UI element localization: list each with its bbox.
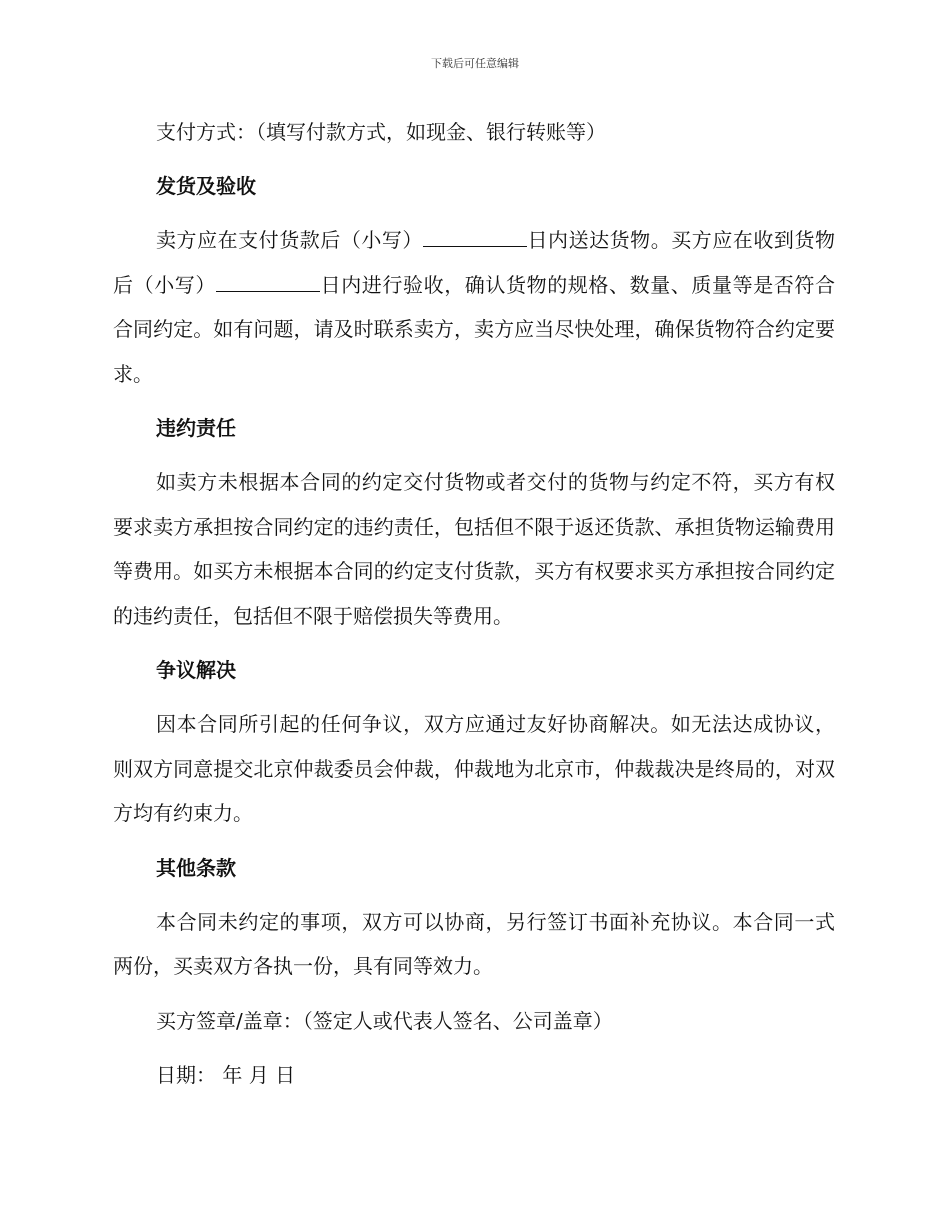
buyer-signature-label: 买方签章/盖章： <box>156 1008 303 1033</box>
payment-method-label: 支付方式： <box>156 120 256 144</box>
section-title-delivery: 发货及验收 <box>156 174 256 198</box>
payment-method-line <box>113 110 835 154</box>
delivery-text-part3: 日内进行验收，确认货物的规格、数量、质量等是否符合合同约定。如有问题，请及时联系卖方，卖方应当尽快处理，确保货物符合约定要求。 <box>113 272 835 386</box>
blank-days-delivery <box>423 228 527 247</box>
section-text-delivery <box>113 218 835 396</box>
delivery-text-part2: 日内送达货物。买方应在收到货物后（小写） <box>113 228 836 297</box>
date-label: 日期： <box>156 1062 216 1087</box>
date-line <box>113 1053 835 1097</box>
blank-days-inspection <box>216 273 320 292</box>
payment-method-value: （填写付款方式，如现金、银行转账等） <box>256 120 606 144</box>
section-text-liability: 如卖方未根据本合同的约定交付货物或者交付的货物与约定不符，买方有权要求卖方承担按合同约定的违约责任，包括但不限于返还货款、承担货物运输费用等费用。如买方未根据本合同的约定支付货款，买方有权要求买方承担按合同约定的违约责任，包括但不限于赔偿损失等费用。 <box>113 470 835 628</box>
date-value: 年 月 日 <box>222 1062 296 1087</box>
section-title-dispute: 争议解决 <box>156 658 236 682</box>
document-body <box>113 110 835 1097</box>
section-text-other: 本合同未约定的事项，双方可以协商，另行签订书面补充协议。本合同一式两份，买卖双方各执一份，具有同等效力。 <box>113 909 835 978</box>
delivery-text-part1: 卖方应在支付货款后（小写） <box>156 228 423 252</box>
section-text-dispute: 因本合同所引起的任何争议，双方应通过友好协商解决。如无法达成协议，则双方同意提交北京仲裁委员会仲裁，仲裁地为北京市，仲裁裁决是终局的，对双方均有约束力。 <box>113 712 835 825</box>
page-header: 下载后可任意编辑 <box>431 57 519 70</box>
section-title-liability: 违约责任 <box>156 416 236 440</box>
buyer-signature-value: （签定人或代表人签名、公司盖章） <box>302 1008 613 1033</box>
section-title-other: 其他条款 <box>156 855 236 880</box>
buyer-signature-line <box>113 999 835 1043</box>
